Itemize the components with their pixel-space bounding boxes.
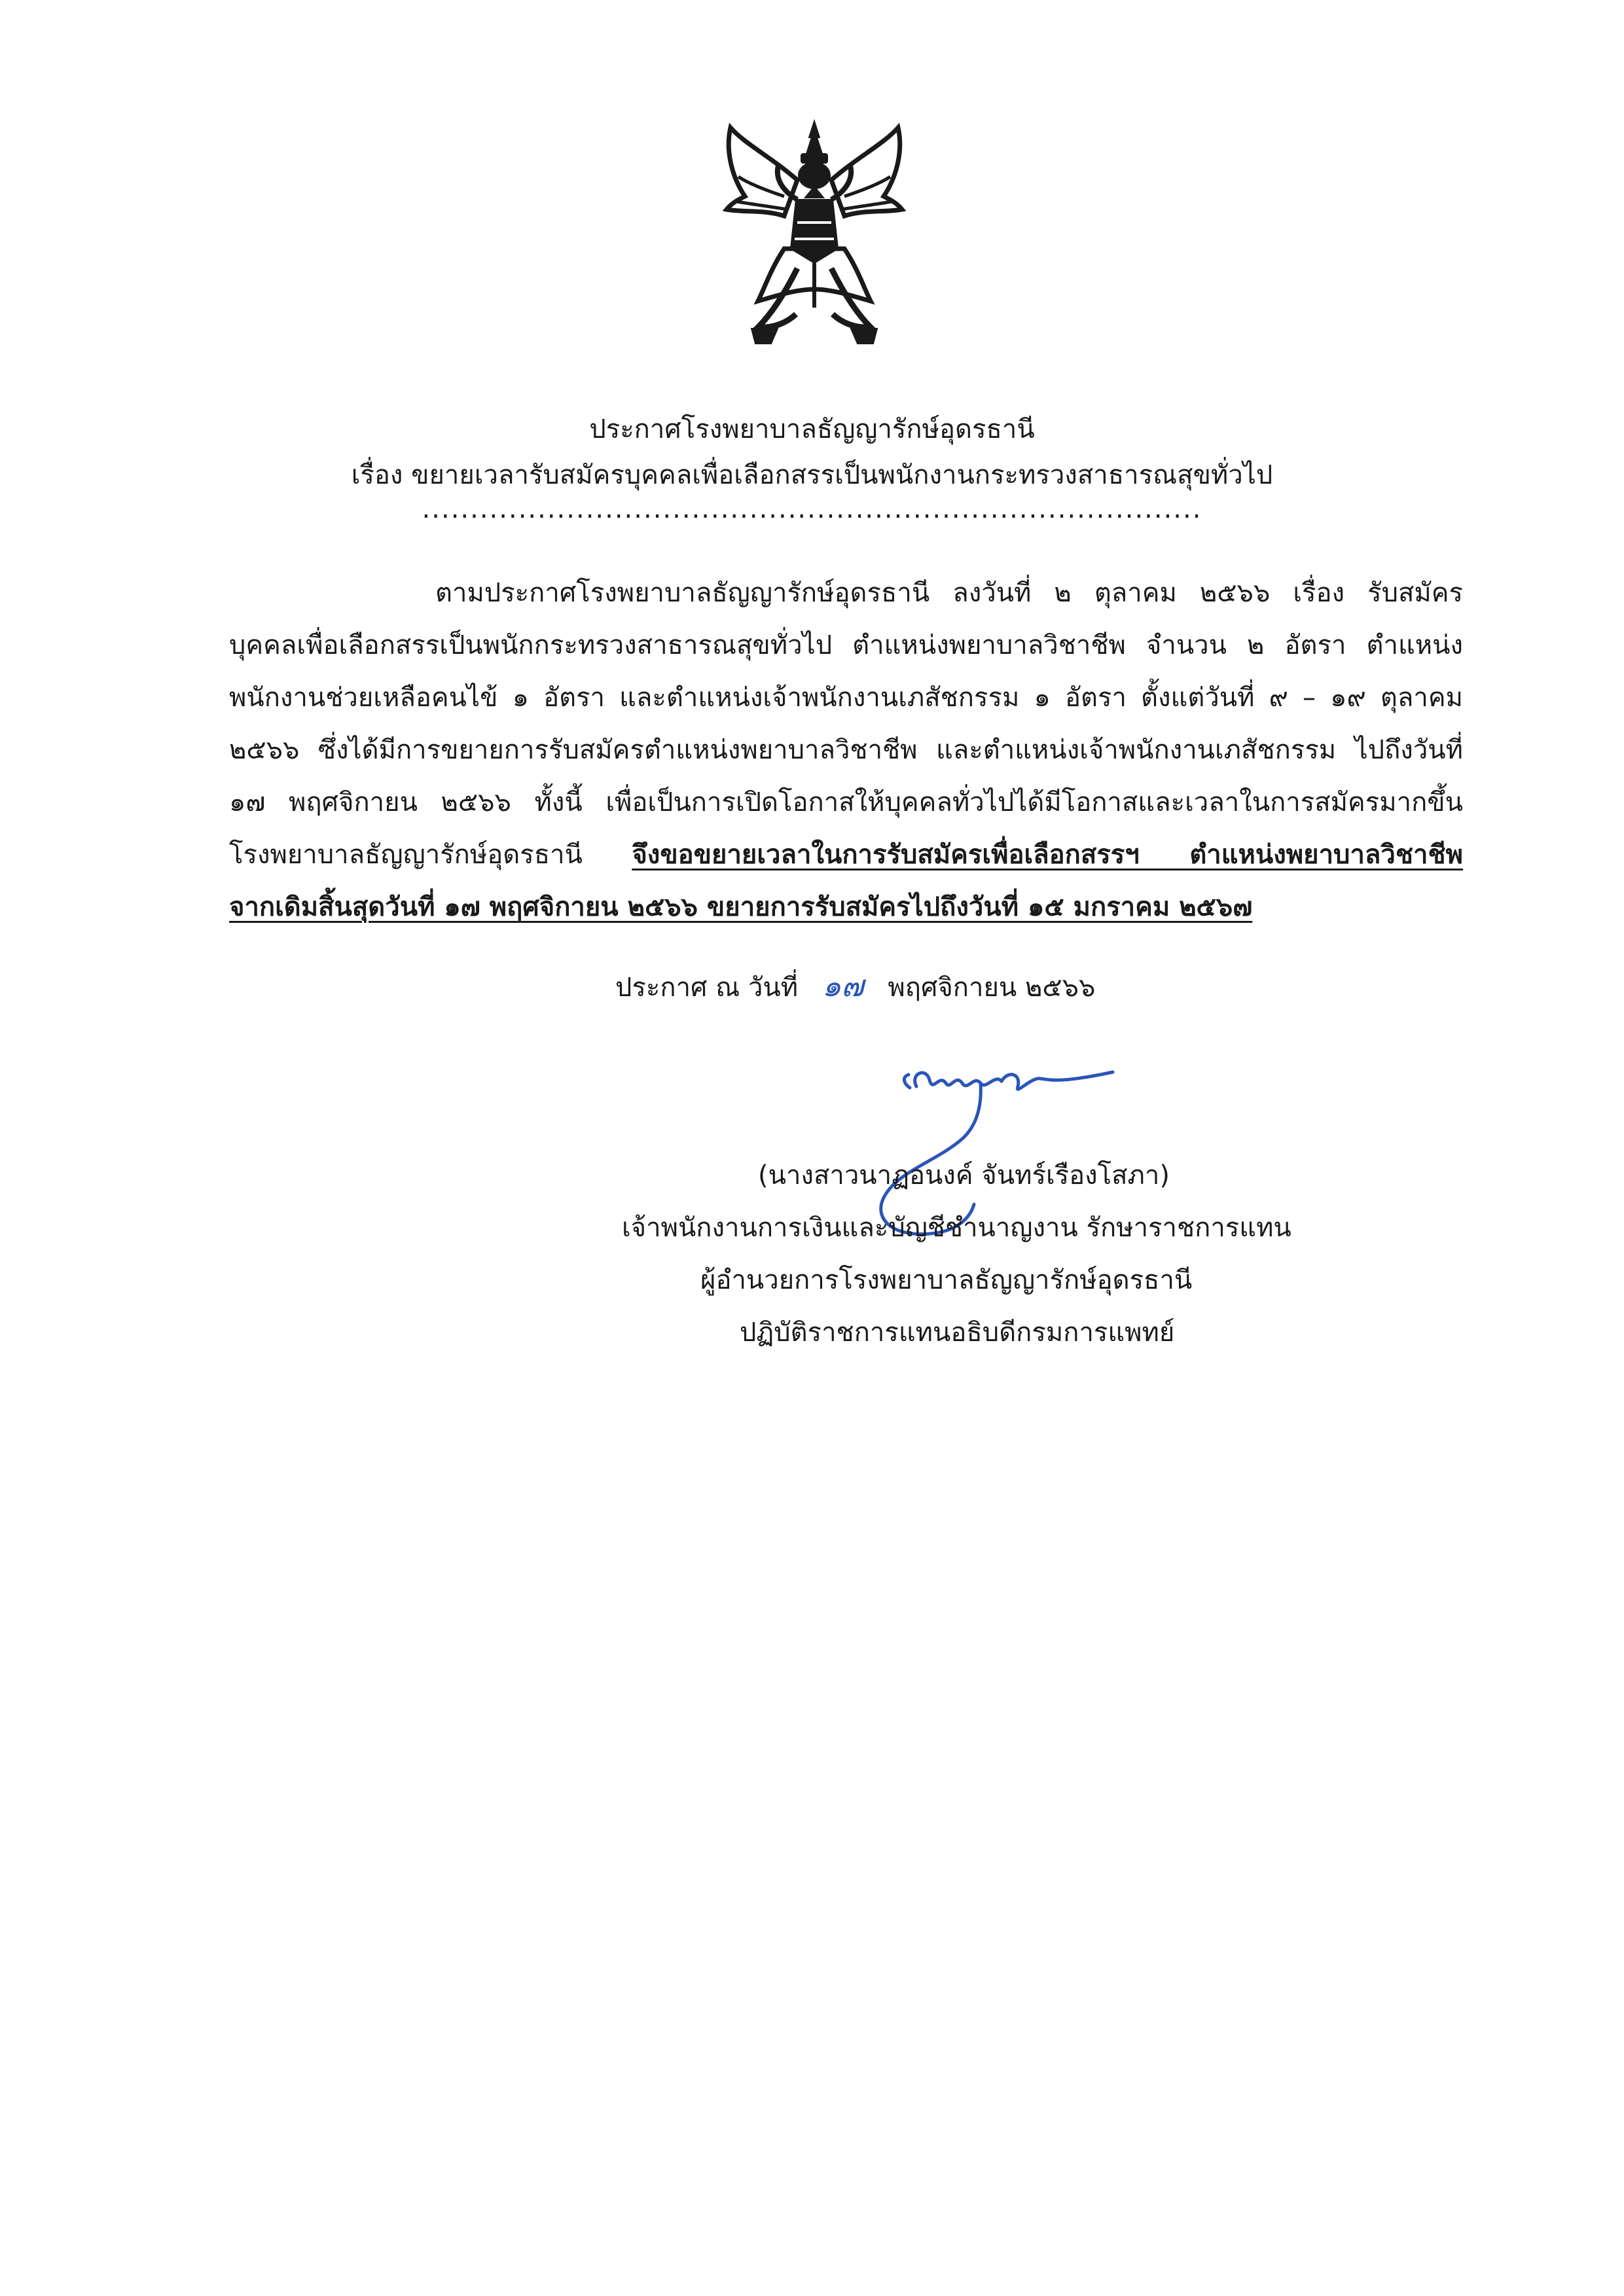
body-line-4: ๒๕๖๖ ซึ่งได้มีการขยายการรับสมัครตำแหน่งพยาบาลวิชาชีพ และตำแหน่งเจ้าพนักงานเภสัชกรรม ไปถึงวันที่	[229, 735, 1463, 765]
announcement-subject: เรื่อง ขยายเวลารับสมัครบุคคลเพื่อเลือกสรรเป็นพนักงานกระทรวงสาธารณสุขทั่วไป	[351, 460, 1273, 490]
garuda-emblem	[719, 118, 910, 347]
announce-date	[615, 967, 1095, 1006]
announcement-title: ประกาศโรงพยาบาลธัญญารักษ์อุดรธานี	[589, 414, 1035, 444]
signer-position-line-2: ผู้อำนวยการโรงพยาบาลธัญญารักษ์อุดรธานี	[700, 1265, 1193, 1295]
body-line-3: พนักงานช่วยเหลือคนไข้ ๑ อัตรา และตำแหน่งเจ้าพนักงานเภสัชกรรม ๑ อัตรา ตั้งแต่วันที่ ๙ – ๑๙ ตุลาคม	[229, 683, 1463, 713]
body-line-6-emphasis: จึงขอขยายเวลาในการรับสมัครเพื่อเลือกสรรฯ ตำแหน่งพยาบาลวิชาชีพ	[632, 840, 1463, 870]
signer-name: (นางสาวนาฏอนงค์ จันทร์เรืองโสภา)	[758, 1160, 1170, 1191]
body-line-6-prefix: โรงพยาบาลธัญญารักษ์อุดรธานี	[229, 840, 583, 870]
body-line-7-emphasis: จากเดิมสิ้นสุดวันที่ ๑๗ พฤศจิกายน ๒๕๖๖ ขยายการรับสมัครไปถึงวันที่ ๑๕ มกราคม ๒๕๖๗	[229, 892, 1253, 922]
announce-month-year: พฤศจิกายน ๒๕๖๖	[888, 973, 1096, 1003]
announce-day-handwritten: ๑๗	[821, 968, 864, 1003]
separator-dots: .................................................................................	[422, 494, 1202, 524]
announce-prefix: ประกาศ ณ วันที่	[615, 973, 799, 1003]
body-line-5: ๑๗ พฤศจิกายน ๒๕๖๖ ทั้งนี้ เพื่อเป็นการเปิดโอกาสให้บุคคลทั่วไปได้มีโอกาสและเวลาในการสมัครมากขึ้น	[229, 787, 1463, 817]
body-line-6	[229, 836, 1463, 873]
body-line-1: ตามประกาศโรงพยาบาลธัญญารักษ์อุดรธานี ลงวันที่ ๒ ตุลาคม ๒๕๖๖ เรื่อง รับสมัคร	[435, 578, 1463, 608]
signer-position-line-3: ปฏิบัติราชการแทนอธิบดีกรมการแพทย์	[740, 1318, 1175, 1348]
body-line-2: บุคคลเพื่อเลือกสรรเป็นพนักกระทรวงสาธารณสุขทั่วไป ตำแหน่งพยาบาลวิชาชีพ จำนวน ๒ อัตรา ตำแหน่ง	[229, 630, 1463, 660]
signer-position-line-1: เจ้าพนักงานการเงินและบัญชีชำนาญงาน รักษาราชการแทน	[622, 1213, 1291, 1243]
